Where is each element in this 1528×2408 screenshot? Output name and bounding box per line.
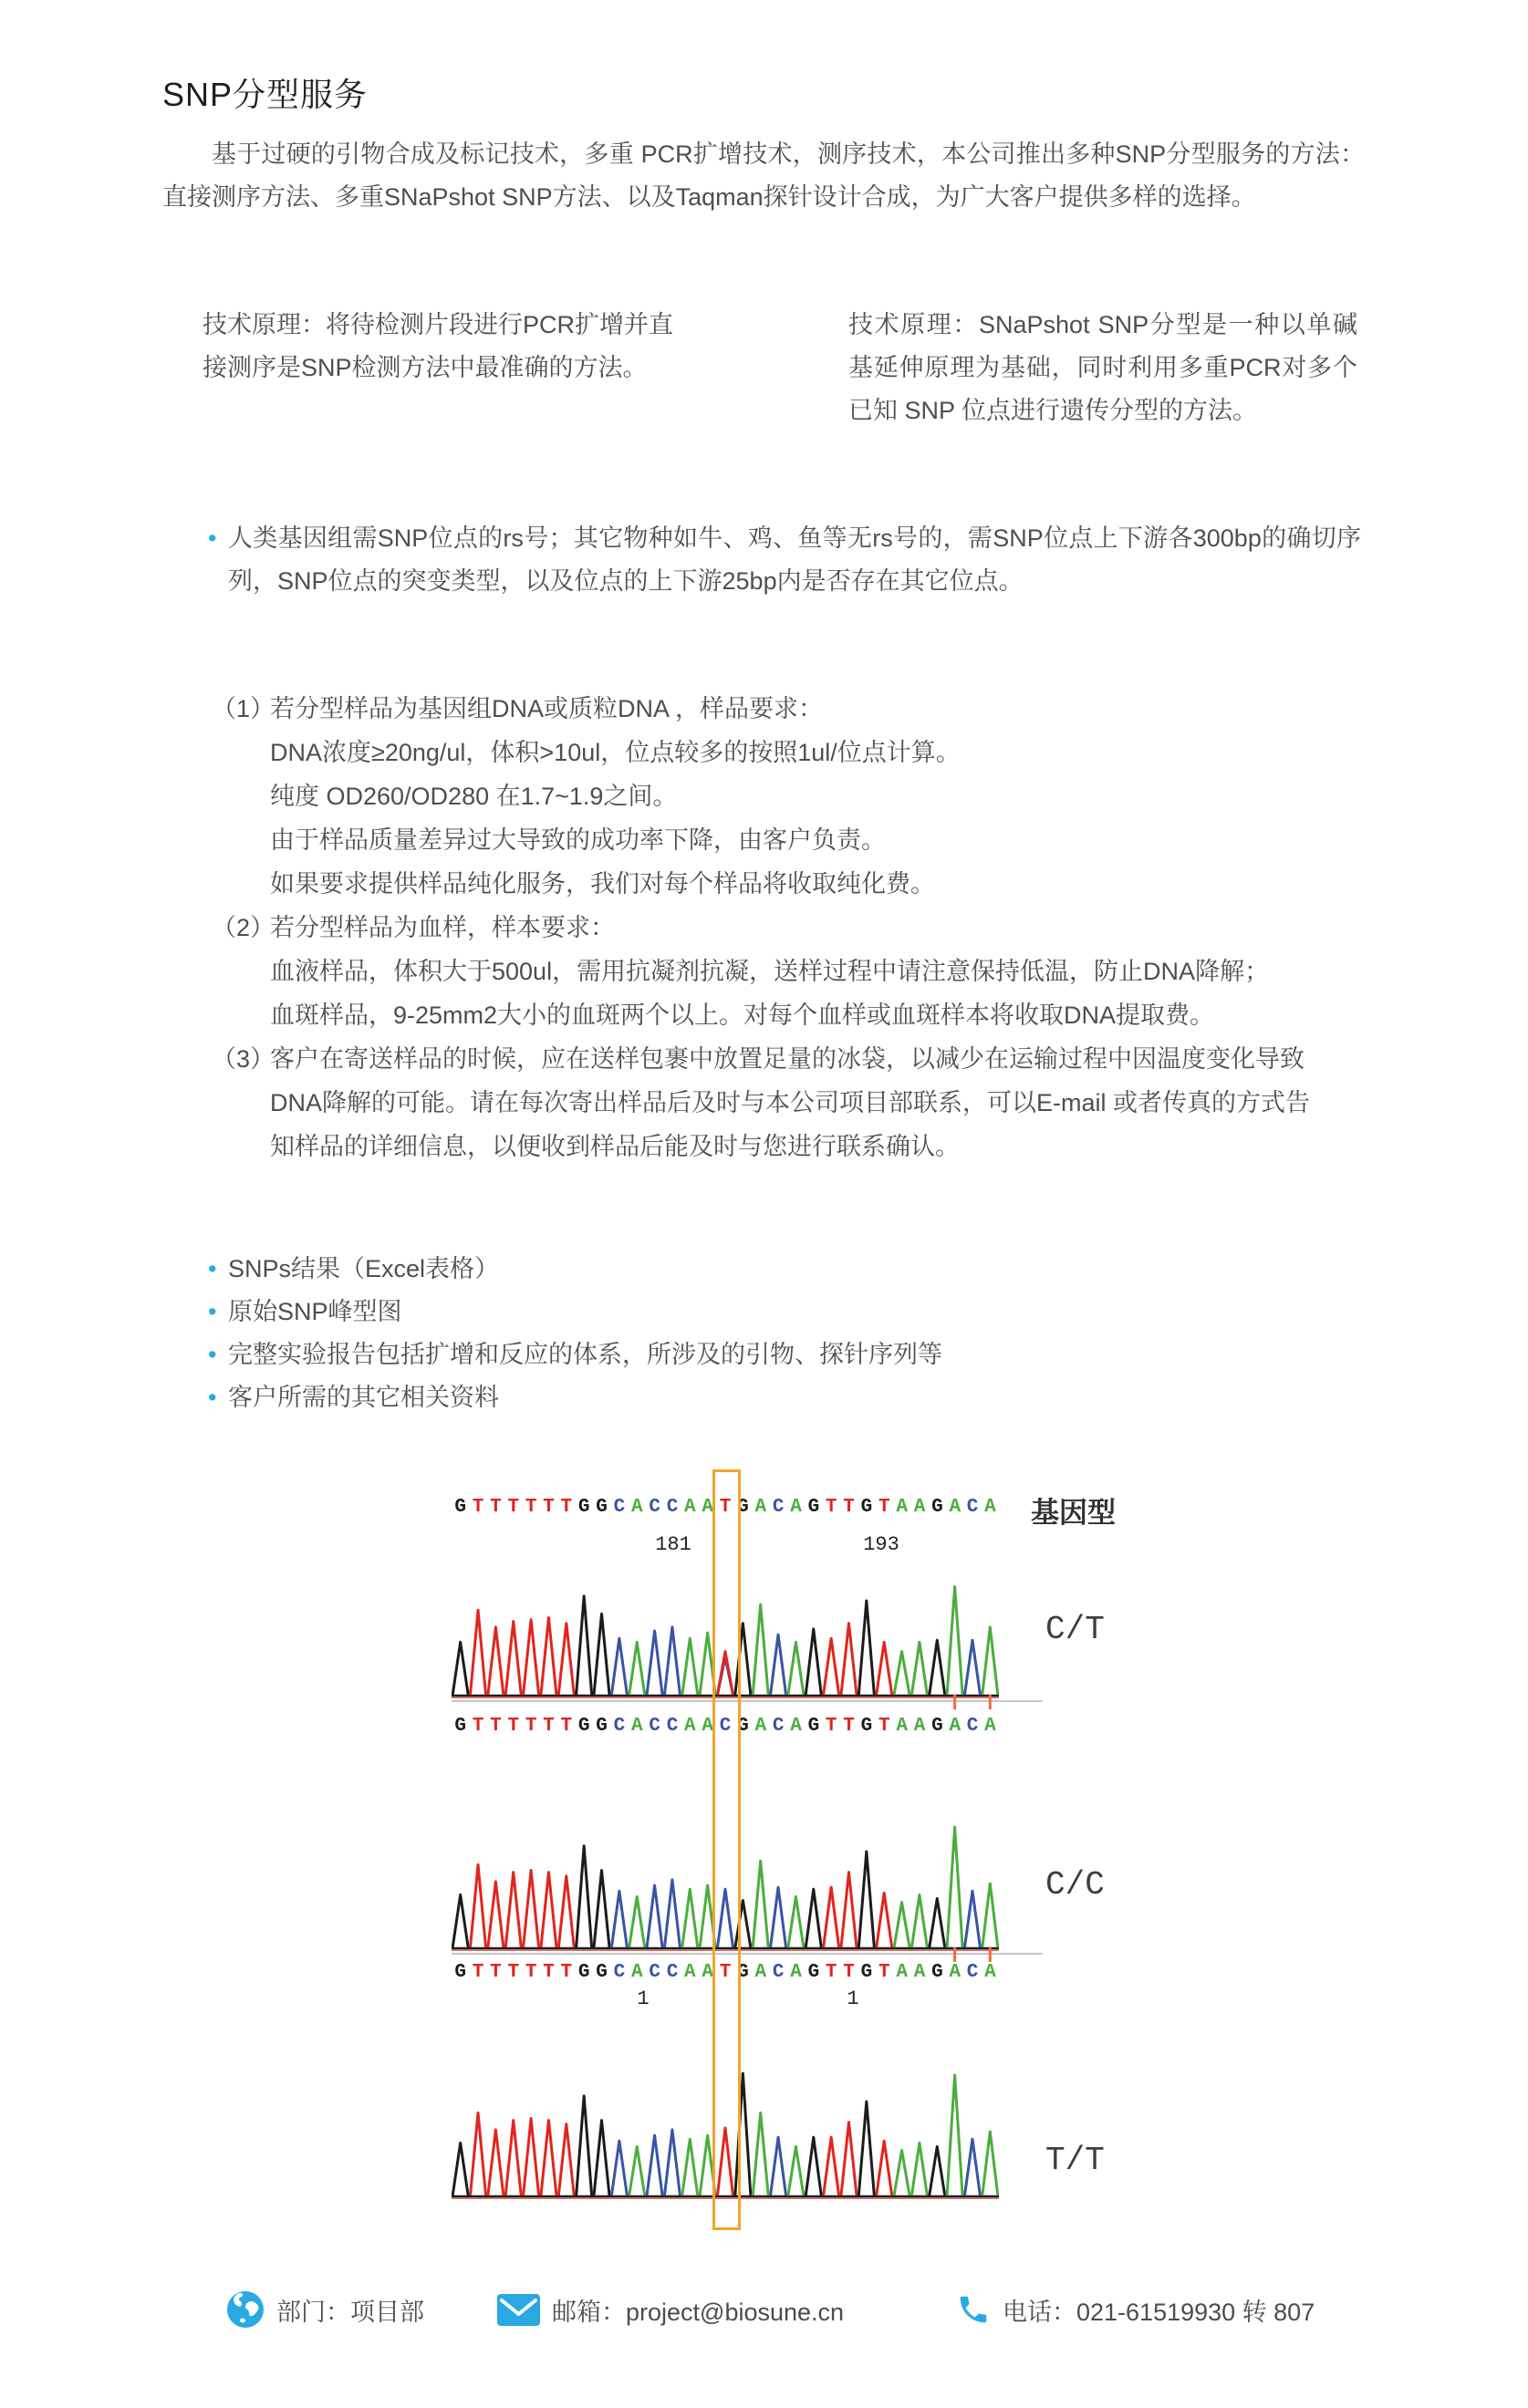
shipping-line-label bbox=[212, 1125, 270, 1168]
sequence-base: A bbox=[913, 1716, 926, 1737]
results-bullet-list bbox=[208, 1248, 1361, 1419]
sequence-base: T bbox=[543, 1497, 555, 1518]
bullet-text: SNPs结果（Excel表格） bbox=[228, 1255, 500, 1282]
sequence-base: T bbox=[507, 1962, 520, 1983]
bullet-text: 完整实验报告包括扩增和反应的体系，所涉及的引物、探针序列等 bbox=[228, 1341, 942, 1368]
bullet-text: 人类基因组需SNP位点的rs号；其它物种如牛、鸡、鱼等无rs号的，需SNP位点上下游各300bp的确切序列，SNP位点的突变类型，以及位点的上下游25bp内是否存在其它位点。 bbox=[228, 524, 1361, 595]
shipping-line-text: 知样品的详细信息，以便收到样品后能及时与您进行联系确认。 bbox=[270, 1133, 960, 1160]
shipping-line bbox=[212, 731, 1310, 774]
sequence-base: G bbox=[454, 1497, 466, 1518]
sequence-base: C bbox=[666, 1497, 679, 1518]
sequence-base: A bbox=[702, 1497, 714, 1518]
sequence-position-number: 1 bbox=[847, 1988, 859, 2010]
snp-info-bullet-list bbox=[208, 517, 1361, 603]
bullet-text: 原始SNP峰型图 bbox=[228, 1298, 402, 1325]
shipping-line-text: 客户在寄送样品的时候，应在送样包裹中放置足量的冰袋，以减少在运输过程中因温度变化导致 bbox=[270, 1045, 1305, 1073]
sequence-base: T bbox=[825, 1716, 837, 1737]
sequence-base: T bbox=[472, 1497, 484, 1518]
method-right-body: 技术原理：SNaPshot SNP分型是一种以单碱基延伸原理为基础，同时利用多重PCR对多个已知 SNP 位点进行遗传分型的方法。 bbox=[848, 311, 1357, 424]
shipping-line-label bbox=[212, 862, 270, 906]
shipping-line bbox=[212, 774, 1310, 818]
sequence-base: T bbox=[719, 1962, 732, 1983]
sequence-base: C bbox=[613, 1497, 626, 1518]
footer-email-text: 邮箱：project@biosune.cn bbox=[552, 2298, 845, 2326]
shipping-line bbox=[212, 687, 1310, 731]
shipping-line-label: （3） bbox=[212, 1045, 275, 1073]
shipping-line-label: （2） bbox=[212, 914, 275, 941]
bullet-dot: • bbox=[208, 1255, 217, 1282]
shipping-line-text: DNA浓度≥20ng/ul，体积>10ul，位点较多的按照1ul/位点计算。 bbox=[270, 739, 961, 766]
shipping-line-label bbox=[212, 818, 270, 862]
shipping-line bbox=[212, 818, 1310, 862]
sequence-base: A bbox=[896, 1716, 908, 1737]
results-title: 客户得到结果 bbox=[212, 1198, 359, 1225]
sequence-base: G bbox=[737, 1716, 749, 1737]
shipping-line-text: 血斑样品，9-25mm2大小的血斑两个以上。对每个血样或血斑样本将收取DNA提取费。 bbox=[270, 1002, 1215, 1029]
sequence-base: G bbox=[807, 1962, 820, 1983]
sequence-base: A bbox=[949, 1716, 961, 1737]
chromatogram-trace-cc bbox=[452, 1811, 1081, 1966]
sequence-base: T bbox=[525, 1716, 537, 1737]
sequence-base: C bbox=[966, 1716, 979, 1737]
sequence-base: A bbox=[754, 1716, 767, 1737]
sequence-base: A bbox=[702, 1716, 714, 1737]
sequence-base: A bbox=[984, 1716, 996, 1737]
sequence-base: G bbox=[860, 1962, 873, 1983]
sequence-base: A bbox=[630, 1497, 643, 1518]
sequence-position-number: 193 bbox=[863, 1533, 899, 1556]
mail-icon bbox=[497, 2294, 540, 2326]
sequence-base: T bbox=[543, 1716, 555, 1737]
shipping-line-label bbox=[212, 774, 270, 818]
footer-department-text: 部门：项目部 bbox=[276, 2298, 424, 2326]
genotype-label-ct: C/T bbox=[1045, 1611, 1105, 1648]
sequence-base: C bbox=[613, 1962, 626, 1983]
sequence-base: T bbox=[490, 1716, 502, 1737]
intro-paragraph: 基于过硬的引物合成及标记技术，多重 PCR扩增技术，测序技术，本公司推出多种SNP分型服务的方法：直接测序方法、多重SNaPshot SNP方法、以及Taqman探针设计合成，为广大客户提供多样的选择。 bbox=[162, 140, 1365, 211]
sequence-base: G bbox=[931, 1962, 943, 1983]
sequence-base: T bbox=[878, 1497, 890, 1518]
sequence-base: T bbox=[843, 1497, 855, 1518]
sequence-base: A bbox=[754, 1497, 767, 1518]
sequence-base: G bbox=[577, 1962, 590, 1983]
sequence-base: A bbox=[896, 1497, 908, 1518]
sequence-base: C bbox=[966, 1962, 979, 1983]
sequence-base: T bbox=[472, 1716, 484, 1737]
sequence-base: T bbox=[472, 1962, 484, 1983]
section-bar-snp-info bbox=[167, 456, 1350, 501]
sequence-base: T bbox=[507, 1716, 520, 1737]
sequence-base: T bbox=[843, 1962, 855, 1983]
sequence-base: A bbox=[896, 1962, 908, 1983]
shipping-line-label bbox=[212, 1081, 270, 1125]
shipping-line-label: （1） bbox=[212, 695, 275, 722]
sequence-base: T bbox=[719, 1497, 732, 1518]
sequence-base: T bbox=[507, 1497, 520, 1518]
genotype-label-tt: T/T bbox=[1045, 2142, 1105, 2179]
sequence-base: A bbox=[790, 1497, 802, 1518]
chromatogram-trace-tt bbox=[452, 2059, 1081, 2214]
shipping-line-text: 纯度 OD260/OD280 在1.7~1.9之间。 bbox=[270, 783, 678, 810]
shipping-line-text: 由于样品质量差异过大导致的成功率下降，由客户负责。 bbox=[270, 826, 886, 854]
sequence-base: G bbox=[737, 1497, 749, 1518]
sequence-base: A bbox=[949, 1962, 961, 1983]
sequence-base: A bbox=[984, 1497, 996, 1518]
shipping-line-label bbox=[212, 950, 270, 993]
sequence-base: T bbox=[560, 1962, 573, 1983]
sequence-base: G bbox=[931, 1497, 943, 1518]
sequence-base: G bbox=[860, 1497, 873, 1518]
sequence-base: T bbox=[825, 1497, 837, 1518]
footer bbox=[226, 2286, 1376, 2333]
shipping-line-text: 血液样品，体积大于500ul，需用抗凝剂抗凝，送样过程中请注意保持低温，防止DNA降解； bbox=[270, 958, 1270, 985]
shipping-line-text: 如果要求提供样品纯化服务，我们对每个样品将收取纯化费。 bbox=[270, 870, 935, 898]
sequence-base: G bbox=[860, 1716, 873, 1737]
globe-icon bbox=[226, 2290, 265, 2329]
sequence-base: G bbox=[577, 1716, 590, 1737]
sequence-base: C bbox=[719, 1716, 732, 1737]
section-bar-shipping bbox=[167, 634, 1350, 679]
method-left-title: 直接测序法 bbox=[212, 273, 335, 300]
sequence-base: T bbox=[560, 1497, 573, 1518]
sequence-base: G bbox=[737, 1962, 749, 1983]
genotype-label-cc: C/C bbox=[1045, 1866, 1105, 1904]
sequence-base: A bbox=[630, 1716, 643, 1737]
sequence-base: G bbox=[596, 1962, 608, 1983]
sequence-base: C bbox=[649, 1962, 660, 1983]
sequence-base: T bbox=[525, 1962, 537, 1983]
sequence-base: T bbox=[878, 1716, 890, 1737]
shipping-line-text: 若分型样品为血样，样本要求： bbox=[270, 914, 615, 941]
sequence-base: A bbox=[790, 1962, 802, 1983]
sequence-base: G bbox=[807, 1716, 820, 1737]
sequence-base: G bbox=[596, 1716, 608, 1737]
shipping-line-label bbox=[212, 993, 270, 1037]
sequence-base: A bbox=[913, 1962, 926, 1983]
bullet-text: 客户所需的其它相关资料 bbox=[228, 1384, 499, 1411]
sequence-base: C bbox=[772, 1716, 785, 1737]
shipping-line bbox=[212, 906, 1310, 950]
shipping-line-label bbox=[212, 731, 270, 774]
shipping-line bbox=[212, 993, 1310, 1037]
shipping-title: 送样须知 bbox=[212, 645, 310, 672]
section-bar-methods bbox=[167, 262, 1350, 306]
shipping-list bbox=[212, 687, 1310, 1168]
sequence-base: T bbox=[843, 1716, 855, 1737]
footer-phone-text: 电话：021-61519930 转 807 bbox=[1003, 2298, 1315, 2326]
bullet-dot: • bbox=[208, 1384, 217, 1411]
bullet-dot: • bbox=[208, 1298, 217, 1325]
sequence-base: C bbox=[613, 1716, 626, 1737]
sequence-base: C bbox=[772, 1962, 785, 1983]
method-right-title: 多重SNaPshot SNP分型方法 bbox=[848, 273, 1165, 300]
sequence-base: G bbox=[454, 1716, 466, 1737]
shipping-line-text: 若分型样品为基因组DNA或质粒DNA ，样品要求： bbox=[270, 695, 824, 722]
sequence-base: A bbox=[913, 1497, 926, 1518]
sequence-base: A bbox=[754, 1962, 767, 1983]
shipping-line bbox=[212, 1125, 1310, 1168]
sequence-base: T bbox=[560, 1716, 573, 1737]
sequence-base: C bbox=[649, 1716, 660, 1737]
snp-info-title: SNP位点信息（客户提供） bbox=[212, 467, 509, 494]
sequence-base: A bbox=[790, 1716, 802, 1737]
shipping-line bbox=[212, 1037, 1310, 1081]
sequence-base: T bbox=[525, 1497, 537, 1518]
sequence-base: G bbox=[807, 1497, 820, 1518]
sequence-base: T bbox=[825, 1962, 837, 1983]
shipping-line bbox=[212, 1081, 1310, 1125]
sequence-base: A bbox=[684, 1497, 696, 1518]
footer-email bbox=[497, 2286, 844, 2333]
phone-icon bbox=[956, 2292, 991, 2327]
shipping-line bbox=[212, 862, 1310, 906]
sequence-base: A bbox=[684, 1716, 696, 1737]
method-left-body: 技术原理：将待检测片段进行PCR扩增并直接测序是SNP检测方法中最准确的方法。 bbox=[203, 311, 674, 381]
sequence-base: A bbox=[949, 1497, 961, 1518]
sequence-base: T bbox=[543, 1962, 555, 1983]
sequence-base: G bbox=[454, 1962, 466, 1983]
sequence-base: A bbox=[630, 1962, 643, 1983]
shipping-line bbox=[212, 950, 1310, 993]
bullet-item bbox=[208, 1248, 1361, 1291]
bullet-item bbox=[208, 1334, 1361, 1376]
sequence-base: A bbox=[684, 1962, 696, 1983]
genotype-column-header: 基因型 bbox=[1031, 1497, 1116, 1529]
bullet-dot: • bbox=[208, 1341, 217, 1368]
sequence-base: C bbox=[772, 1497, 785, 1518]
chromatogram-trace-ct bbox=[452, 1558, 1081, 1713]
sequence-base: C bbox=[666, 1716, 679, 1737]
shipping-line-text: DNA降解的可能。请在每次寄出样品后及时与本公司项目部联系，可以E-mail 或者传真的方式告 bbox=[270, 1089, 1311, 1116]
sequence-base: C bbox=[966, 1497, 979, 1518]
sequence-position-number: 181 bbox=[655, 1533, 691, 1556]
snp-site-highlight-box bbox=[712, 1469, 741, 2230]
bullet-item bbox=[208, 1376, 1361, 1419]
sequence-base: G bbox=[577, 1497, 590, 1518]
bullet-item bbox=[208, 1291, 1361, 1334]
footer-phone bbox=[956, 2286, 1315, 2333]
sequence-base: C bbox=[666, 1962, 679, 1983]
sequence-base: T bbox=[490, 1962, 502, 1983]
sequence-base: C bbox=[649, 1497, 660, 1518]
page-title: SNP分型服务 bbox=[162, 76, 369, 113]
section-bar-results bbox=[167, 1187, 1350, 1231]
sequence-base: A bbox=[984, 1962, 996, 1983]
sequence-base: G bbox=[596, 1497, 608, 1518]
sequence-base: T bbox=[878, 1962, 890, 1983]
bullet-dot: • bbox=[208, 524, 217, 552]
sequence-base: A bbox=[702, 1962, 714, 1983]
bullet-item bbox=[208, 517, 1361, 603]
sequence-position-number: 1 bbox=[637, 1988, 650, 2010]
footer-department bbox=[226, 2286, 424, 2333]
sequence-base: T bbox=[490, 1497, 502, 1518]
sequence-base: G bbox=[931, 1716, 943, 1737]
